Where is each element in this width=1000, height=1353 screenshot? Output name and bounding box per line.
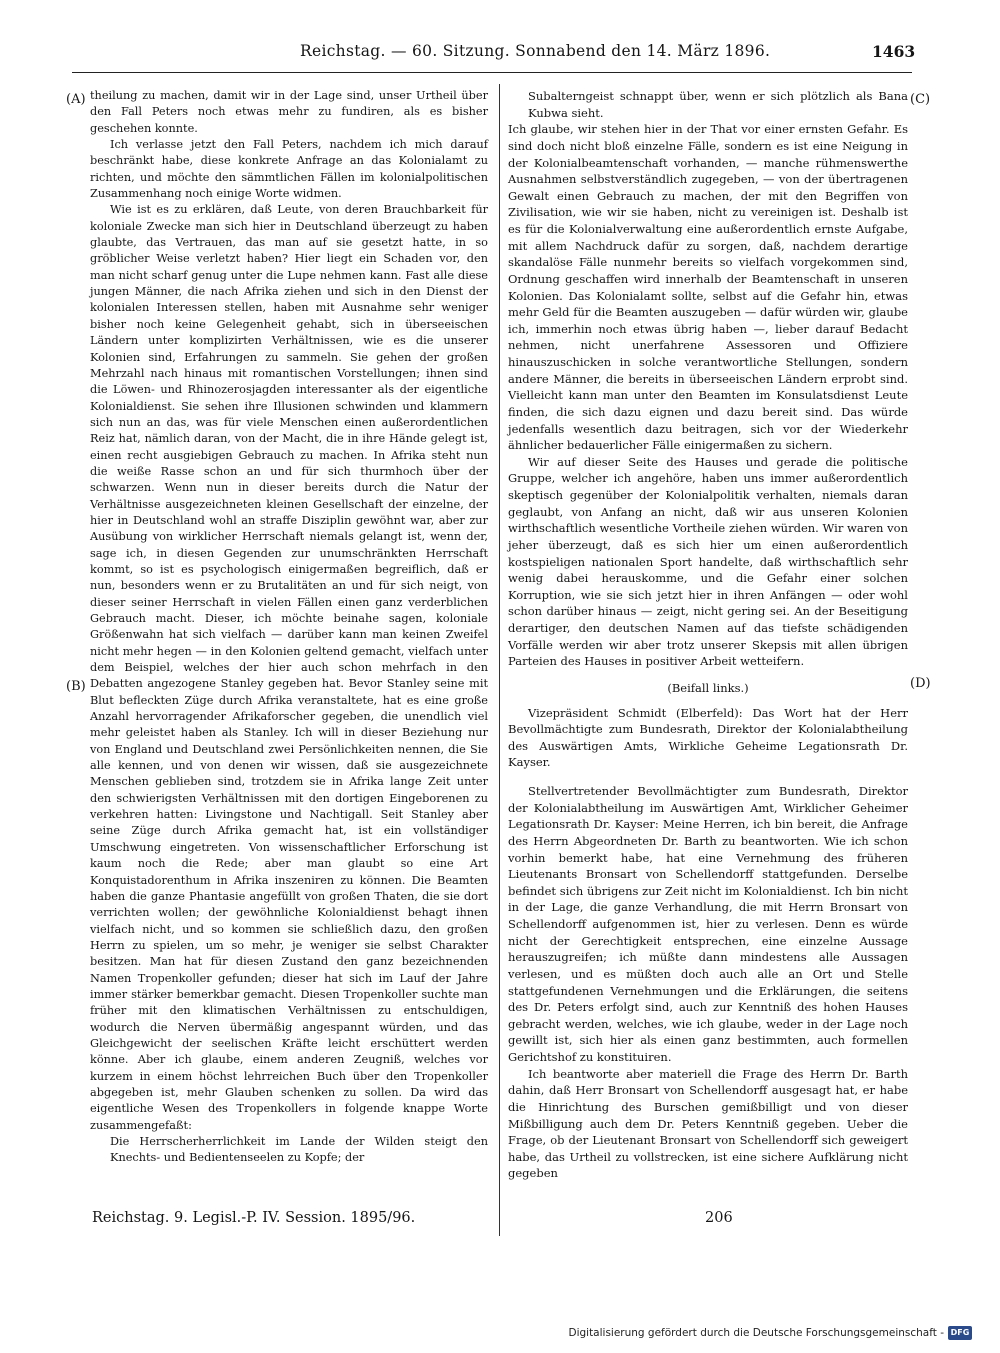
- digitization-credit-text: Digitalisierung gefördert durch die Deutsche Forschungsgemeinschaft -: [568, 1327, 944, 1339]
- digitization-credit: [568, 1326, 972, 1340]
- header-rule: [72, 72, 912, 73]
- paragraph: Vizepräsident Schmidt (Elberfeld): Das Wort hat der Herr Bevollmächtigte zum Bundesrath, Direktor der Kolonialabtheilung des Auswärtigen Amts, Wirkliche Geheime Legationsrath Dr. Kayser.: [508, 705, 908, 770]
- paragraph: Die Herrscherherrlichkeit im Lande der Wilden steigt den Knechts- und Bedientenseelen zu Kopfe; der: [110, 1135, 488, 1165]
- paragraph: Wie ist es zu erklären, daß Leute, von deren Brauchbarkeit für koloniale Zwecke man sich hier in Deutschland überzeugt zu haben glaubte, das Vertrauen, das man auf sie gesetzt hatte, in so gröblicher Weise verletzt haben? Hier liegt ein Schaden vor, den man nicht scharf genug unter die Lupe nehmen kann. Fast alle diese jungen Männer, die nach Afrika ziehen und sich in den Dienst der kolonialen Interessen stellen, haben mit Ausnahme sehr weniger bisher noch keine Gelegenheit gehabt, sich in überseeischen Ländern unter komplizirten Verhältnissen, wie es die unserer Kolonien sind, Erfahrungen zu sammeln. Sie gehen der großen Mehrzahl nach hinaus mit romantischen Vorstellungen; ihnen sind die Löwen- und Rhinozerosjagden interessanter als der eigentliche Kolonialdienst. Sie sehen ihre Illusionen schwinden und klammern sich nun an das, was für viele Menschen einen außerordentlichen Reiz hat, nämlich daran, von der Macht, die in ihre Hände gelegt ist, einen recht ausgiebigen Gebrauch zu machen. In Afrika steht nun die weiße Rasse schon an und für sich thurmhoch über der schwarzen. Wenn nun in dieser bereits durch die Natur der Verhältnisse ausgezeichneten kleinen Gesellschaft der einzelne, der hier in Deutschland wohl an straffe Disziplin gewöhnt war, aber zur Ausübung von wirklicher Herrschaft niemals gelangt ist, wenn der, sage ich, in diesen Gegenden zur unumschränkten Herrschaft kommt, so ist es psychologisch einigermaßen begreiflich, daß er nun, besonders wenn er zu Brutalitäten an und für sich neigt, von dieser seiner Herrschaft in vielen Fällen einen ganz verderblichen Gebrauch macht. Dieser, ich möchte beinahe sagen, koloniale Größenwahn hat sich vielfach — darüber kann man keinen Zweifel nicht mehr hegen — in den Kolonien geltend gemacht, vielfach unter dem Beispiel, welches der hier auch schon mehrfach in den Debatten angezogene Stanley gegeben hat. Bevor Stanley seine mit Blut befleckten Züge durch Afrika veranstaltete, hat es eine große Anzahl hervorragender Afrikaforscher gegeben, die unendlich viel mehr geleistet haben als Stanley. Ich will in dieser Beziehung nur von England und Deutschland zwei Persönlichkeiten nennen, die Sie alle kennen, und von denen wir wissen, daß sie ausgezeichnete Menschen geblieben sind, trotzdem sie in Afrika lange Zeit unter den schwierigsten Verhältnissen mit den dortigen Eingeborenen zu verkehren hatten: Livingstone und Nachtigall. Seit Stanley aber seine Züge durch Afrika gemacht hat, ist ein vollständiger Umschwung eingetreten. Von wissenschaftlicher Erforschung ist kaum noch die Rede; aber man glaubt so eine Art Konquistadorenthum in Afrika inszeniren zu können. Die Beamten haben die ganze Phantasie angefüllt von großen Thaten, die sie dort verrichten wollen; der gewöhnliche Kolonialdienst behagt ihnen vielfach nicht, und so kommen sie schließlich dazu, den großen Herrn zu spielen, um so mehr, je weniger sie selbst Charakter besitzen. Man hat für diesen Zustand den ganz bezeichnenden Namen Tropenkoller gefunden; dieser hat sich im Lauf der Jahre immer stärker bemerkbar gemacht. Diesen Tropenkoller suchte man früher mit den klimatischen Verhältnissen zu entschuldigen, wodurch die Nerven übermäßig angespannt würden, und das Gleichgewicht der seelischen Kräfte leicht erschüttert werden könne. Aber ich glaube, einem anderen Zeugniß, welches vor kurzem in einem höchst lehrreichen Buch über den Tropenkoller abgegeben ist, mehr Glauben schenken zu sollen. Da wird das eigentliche Wesen des Tropenkollers in folgende knappe Worte zusammengefaßt:: [90, 203, 488, 1132]
- footer-session-info: Reichstag. 9. Legisl.-P. IV. Session. 1895/96.: [92, 1210, 416, 1226]
- paragraph: Subalterngeist schnappt über, wenn er sich plötzlich als Bana Kubwa sieht.: [528, 89, 908, 120]
- paragraph: Ich beantworte aber materiell die Frage des Herrn Dr. Barth dahin, daß Herr Bronsart von Schellendorff ausgesagt hat, er habe die Hinrichtung des Burschen gemißbilligt und von dieser Mißbilligung auch dem Dr. Peters Kenntniß gegeben. Ueber die Frage, ob der Lieutenant Bronsart von Schellendorff sich geweigert habe, das Urtheil zu vollstrecken, ist eine sichere Aufklärung nicht gegeben: [508, 1066, 908, 1181]
- margin-mark-c: (C): [910, 92, 931, 107]
- paragraph: Ich glaube, wir stehen hier in der That vor einer ernsten Gefahr. Es sind doch nicht bloß einzelne Fälle, sondern es ist eine Neigung in der Kolonialbeamtenschaft vorhanden, — manche rühmenswerthe Ausnahmen selbstverständlich zugegeben, — von der übertragenen Gewalt einen Gebrauch zu machen, der mit den Begriffen von Zivilisation, wie wir sie haben, nicht zu vereinigen ist. Deshalb ist es für die Kolonialverwaltung eine außerordentlich ernste Aufgabe, mit allem Nachdruck dafür zu sorgen, daß, nachdem derartige skandalöse Fälle nunmehr bereits so vielfach vorgekommen sind, Ordnung geschaffen wird innerhalb der Beamtenschaft in unseren Kolonien. Das Kolonialamt sollte, selbst auf die Gefahr hin, etwas mehr Geld für die Beamten auszugeben — dafür würden wir, glaube ich, immerhin noch etwas übrig haben —, lieber darauf Bedacht nehmen, nicht unerfahrene Assessoren und Offiziere hinauszuschicken in solche verantwortliche Stellungen, sondern andere Männer, die bereits in überseeischen Ländern erprobt sind. Vielleicht kann man unter den Beamten im Konsulatsdienst Leute finden, die sich dazu eignen und dazu bereit sind. Das würde jedenfalls wesentlich dazu beitragen, sich vor der Wiederkehr ähnlicher bedauerlicher Fälle einigermaßen zu sichern.: [508, 122, 908, 453]
- footer-sheet-number: 206: [705, 1210, 733, 1226]
- left-text-column: [90, 88, 488, 1167]
- paragraph: Ich verlasse jetzt den Fall Peters, nachdem ich mich darauf beschränkt habe, diese konkrete Anfrage an das Kolonialamt zu richten, und möchte den sämmtlichen Fällen im kolonialpolitischen Zusammenhang noch einige Worte widmen.: [90, 138, 488, 201]
- paragraph: Stellvertretender Bevollmächtigter zum Bundesrath, Direktor der Kolonialabtheilung im Auswärtigen Amt, Wirklicher Geheimer Legationsrath Dr. Kayser: Meine Herren, ich bin bereit, die Anfrage des Herrn Abgeordneten Dr. Barth zu beantworten. Wie ich schon vorhin bemerkt habe, hat eine Vernehmung des früheren Lieutenants Bronsart von Schellendorff stattgefunden. Derselbe befindet sich übrigens zur Zeit nicht im Kolonialdienst. Ich bin nicht in der Lage, die ganze Verhandlung, die mit Herrn Bronsart von Schellendorff aufgenommen ist, hier zu verlesen. Denn es würde nicht der Gerechtigkeit entsprechen, eine einzelne Aussage herauszugreifen; ich müßte dann mindestens alle Aussagen verlesen, und es müßten doch auch alle an Ort und Stelle stattgefundenen Vernehmungen und die Erklärungen, die seitens des Dr. Peters erfolgt sind, auch zur Kenntniß des hohen Hauses gebracht werden, welches, wie ich glaube, weder in der Lage noch gewillt ist, sich hier als einen ganz bestimmten, auch formellen Gerichtshof zu konstituiren.: [508, 784, 908, 1064]
- page-number: 1463: [872, 42, 916, 61]
- margin-mark-d: (D): [910, 676, 931, 691]
- column-divider: [499, 84, 500, 1236]
- margin-mark-b: (B): [66, 679, 86, 694]
- page-title: Reichstag. — 60. Sitzung. Sonnabend den 14. März 1896.: [300, 42, 771, 60]
- right-text-column: [508, 88, 908, 1182]
- margin-mark-a: (A): [66, 92, 86, 107]
- paragraph: (Beifall links.): [667, 680, 749, 695]
- dfg-logo-icon: DFG: [948, 1326, 972, 1340]
- paragraph: Wir auf dieser Seite des Hauses und gerade die politische Gruppe, welcher ich angehöre, haben uns immer außerordentlich skeptisch gegenüber der Kolonialpolitik verhalten, niemals daran geglaubt, von Anfang an nicht, daß wir aus unseren Kolonien wirthschaftlich wesentliche Vortheile ziehen würden. Wir waren von jeher überzeugt, daß es sich hier um einen außerordentlich kostspieligen nationalen Sport handelte, daß wirthschaftlich sehr wenig dabei herauskomme, und die Gefahr einer solchen Korruption, wie sie sich jetzt hier in ihren Anfängen — oder wohl schon darüber hinaus — zeigt, nicht gering sei. An der Beseitigung derartiger, den deutschen Namen auf das tiefste schädigenden Vorfälle werden wir aber trotz unserer Skepsis mit allen übrigen Parteien des Hauses in positiver Arbeit wetteifern.: [508, 454, 908, 669]
- paragraph: theilung zu machen, damit wir in der Lage sind, unser Urtheil über den Fall Peters noch etwas mehr zu fundiren, als es bisher geschehen konnte.: [90, 89, 488, 135]
